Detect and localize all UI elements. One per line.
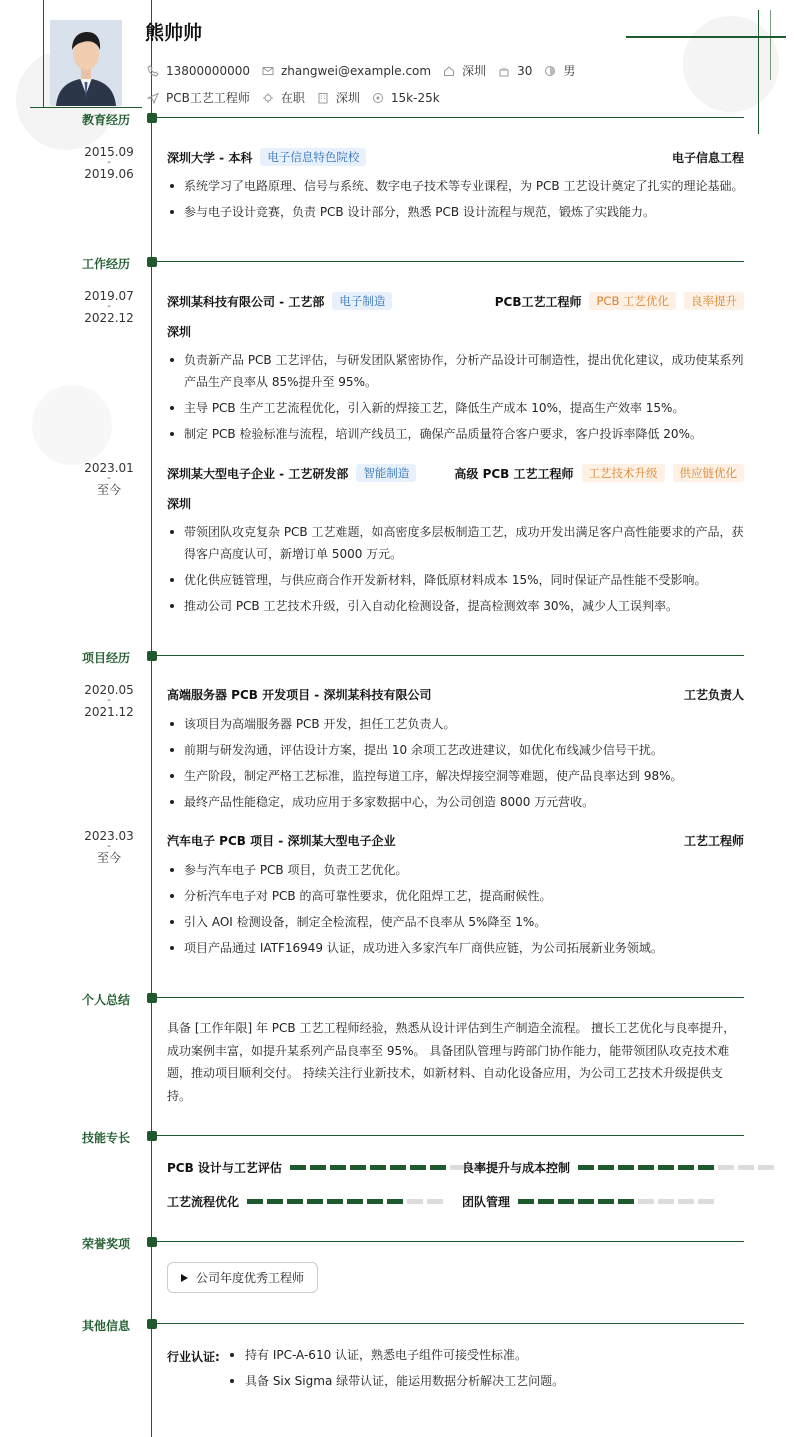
phone-icon: [147, 65, 159, 77]
skill-segment-filled: [390, 1165, 406, 1170]
skill-name: 团队管理: [462, 1195, 511, 1209]
work-1-dates: 2019.07 - 2022.12: [84, 289, 134, 325]
skill-segment-filled: [290, 1165, 306, 1170]
section-title-other: 其他信息: [82, 1319, 131, 1333]
job-row: [147, 89, 452, 106]
skill-name: PCB 设计与工艺评估: [167, 1161, 282, 1175]
skill-segment-filled: [410, 1165, 426, 1170]
skill-level-bar: [290, 1165, 490, 1170]
skill-segment-filled: [247, 1199, 263, 1204]
award-item: [167, 1262, 318, 1293]
salary-item: [372, 91, 440, 105]
project-1-header: [167, 686, 744, 703]
candidate-name: 熊帅帅: [145, 22, 203, 44]
age-text: 30: [517, 63, 533, 78]
skill-segment-empty: [407, 1199, 423, 1204]
section-rule: [157, 117, 744, 118]
list-item: 参与汽车电子 PCB 项目，负责工艺优化。: [167, 859, 744, 881]
list-item: 负责新产品 PCB 工艺评估，与研发团队紧密协作，分析产品设计可制造性，提出优化建议，成功使某系列产品生产良率从 85%提升至 95%。: [167, 349, 744, 393]
section-marker: [147, 1237, 157, 1247]
section-marker: [147, 651, 157, 661]
section-title-work: 工作经历: [82, 257, 131, 271]
list-item: 系统学习了电路原理、信号与系统、数字电子技术等专业课程，为 PCB 工艺设计奠定了扎实的理论基础。: [167, 175, 744, 197]
position-text: PCB工艺工程师: [166, 91, 250, 105]
work-city-text: 深圳: [335, 91, 360, 105]
salary-icon: [372, 92, 384, 104]
status-item: [262, 89, 305, 106]
major: 电子信息工程: [671, 150, 744, 165]
section-title-summary: 个人总结: [82, 993, 131, 1007]
award-name: 公司年度优秀工程师: [196, 1271, 305, 1285]
skill-segment-filled: [327, 1199, 343, 1204]
project-title: 高端服务器 PCB 开发项目 - 深圳某科技有限公司: [167, 688, 432, 702]
job-title: PCB工艺工程师: [494, 294, 582, 309]
skill-segment-filled: [310, 1165, 326, 1170]
section-rule: [157, 1323, 744, 1324]
skill-segment-empty: [427, 1199, 443, 1204]
section-rule: [157, 1135, 744, 1136]
section-rule: [157, 261, 744, 262]
skill-segment-empty: [738, 1165, 754, 1170]
skill-segment-empty: [658, 1199, 674, 1204]
project-role: 工艺工程师: [683, 834, 744, 848]
work-1-header: [167, 292, 744, 310]
skill-segment-filled: [658, 1165, 674, 1170]
work-1-bullets: [167, 349, 744, 449]
project-1-bullets: [167, 713, 744, 817]
industry-tag: 智能制造: [356, 464, 416, 482]
list-item: 分析汽车电子对 PCB 的高可靠性要求，优化阻焊工艺，提高耐候性。: [167, 885, 744, 907]
skill-item: [462, 1193, 718, 1210]
contact-row: [147, 62, 587, 79]
list-item: 持有 IPC-A-610 认证，熟悉电子组件可接受性标准。: [228, 1342, 564, 1368]
work-city: 深圳: [167, 325, 192, 339]
skill-segment-empty: [698, 1199, 714, 1204]
skill-segment-filled: [267, 1199, 283, 1204]
skill-segment-filled: [330, 1165, 346, 1170]
skill-segment-filled: [638, 1165, 654, 1170]
work-city-item: [317, 89, 360, 106]
list-item: 该项目为高端服务器 PCB 开发，担任工艺负责人。: [167, 713, 744, 735]
section-title-project: 项目经历: [82, 651, 131, 665]
summary-text: 具备 [工作年限] 年 PCB 工艺工程师经验，熟悉从设计评估到生产制造全流程。 擅长工艺优化与良率提升，成功案例丰富，如提升某系列产品良率至 95%。 具备团队管理与跨部门协作能力，能带领团队攻克技术难题，推动项目顺利交付。 持续关注行业新技术，如新材料、自动化设备应用，为公司工艺技术升级提供支持。: [167, 1021, 736, 1103]
skill-segment-filled: [598, 1199, 614, 1204]
decor-line: [626, 36, 786, 38]
salary-text: 15k-25k: [390, 90, 440, 105]
section-marker: [147, 113, 157, 123]
list-item: 引入 AOI 检测设备，制定全检流程，使产品不良率从 5%降至 1%。: [167, 911, 744, 933]
work-2-dates: 2023.01 - 至今: [84, 461, 134, 497]
skill-segment-empty: [678, 1199, 694, 1204]
section-rule: [157, 997, 744, 998]
building-icon: [317, 92, 329, 104]
certification-label: 行业认证:: [167, 1350, 220, 1364]
list-item: 生产阶段，制定严格工艺标准，监控每道工序，解决焊接空洞等难题，使产品良率达到 98%。: [167, 765, 744, 787]
skill-tag: PCB 工艺优化: [589, 292, 676, 310]
work-city: 深圳: [167, 497, 192, 511]
project-title: 汽车电子 PCB 项目 - 深圳某大型电子企业: [167, 834, 396, 848]
section-title-awards: 荣誉奖项: [82, 1237, 131, 1251]
email-item: [262, 64, 431, 78]
list-item: 制定 PCB 检验标准与流程，培训产线员工，确保产品质量符合客户要求，客户投诉率降低 20%。: [167, 423, 744, 445]
list-item: 项目产品通过 IATF16949 认证，成功进入多家汽车厂商供应链，为公司拓展新业务领域。: [167, 937, 744, 959]
skill-segment-filled: [578, 1199, 594, 1204]
skill-segment-filled: [430, 1165, 446, 1170]
skill-segment-empty: [758, 1165, 774, 1170]
project-2-header: [167, 832, 744, 849]
list-item: 最终产品性能稳定，成功应用于多家数据中心，为公司创造 8000 万元营收。: [167, 791, 744, 813]
skill-segment-filled: [518, 1199, 534, 1204]
skill-item: [167, 1193, 447, 1210]
phone-text: 13800000000: [166, 63, 250, 78]
section-title-education: 教育经历: [82, 113, 131, 127]
school-name: 深圳大学 - 本科: [167, 150, 253, 165]
section-rule: [157, 655, 744, 656]
skill-segment-filled: [698, 1165, 714, 1170]
company-name: 深圳某科技有限公司 - 工艺部: [167, 294, 325, 309]
age-item: [498, 64, 532, 78]
mail-icon: [262, 65, 274, 77]
education-dates: 2015.09 - 2019.06: [84, 145, 134, 181]
skill-segment-filled: [307, 1199, 323, 1204]
email-text: zhangwei@example.com: [280, 63, 432, 78]
list-item: 推动公司 PCB 工艺技术升级，引入自动化检测设备，提高检测效率 30%，减少人工误判率。: [167, 595, 744, 617]
education-header: [167, 148, 744, 166]
work-2-header: [167, 464, 744, 482]
phone-item: [147, 64, 250, 78]
decor-line: [758, 10, 759, 134]
school-tag: 电子信息特色院校: [260, 148, 366, 166]
company-name: 深圳某大型电子企业 - 工艺研发部: [167, 466, 349, 481]
avatar-photo: [50, 20, 122, 106]
skill-segment-filled: [598, 1165, 614, 1170]
skill-segment-filled: [287, 1199, 303, 1204]
age-icon: [498, 65, 510, 77]
play-triangle-icon: [181, 1274, 188, 1282]
list-item: 优化供应链管理，与供应商合作开发新材料，降低原材料成本 15%，同时保证产品性能不受影响。: [167, 569, 744, 591]
decor-circle-right: [683, 16, 779, 112]
skill-segment-filled: [618, 1165, 634, 1170]
list-item: 前期与研发沟通，评估设计方案，提出 10 余项工艺改进建议，如优化布线减少信号干扰。: [167, 739, 744, 761]
job-title: 高级 PCB 工艺工程师: [454, 466, 574, 481]
gender-icon: [544, 65, 556, 77]
skill-tag: 良率提升: [684, 292, 744, 310]
position-item: [147, 89, 250, 106]
project-1-dates: 2020.05 - 2021.12: [84, 683, 134, 719]
timeline-line: [151, 0, 152, 1437]
project-role: 工艺负责人: [683, 688, 744, 702]
location-text: 深圳: [462, 64, 487, 78]
skill-segment-filled: [618, 1199, 634, 1204]
skill-segment-empty: [638, 1199, 654, 1204]
skill-tag: 供应链优化: [673, 464, 745, 482]
skill-segment-filled: [370, 1165, 386, 1170]
skill-name: 良率提升与成本控制: [462, 1161, 571, 1175]
skill-level-bar: [578, 1165, 778, 1170]
project-2-dates: 2023.03 - 至今: [84, 829, 134, 865]
skill-item: [462, 1159, 778, 1176]
section-title-skills: 技能专长: [82, 1131, 131, 1145]
gender-text: 男: [563, 64, 576, 78]
skill-segment-filled: [387, 1199, 403, 1204]
industry-tag: 电子制造: [332, 292, 392, 310]
decor-circle-mid: [32, 385, 112, 465]
skill-name: 工艺流程优化: [167, 1195, 240, 1209]
section-marker: [147, 257, 157, 267]
education-bullets: [167, 175, 744, 227]
decor-line: [43, 0, 44, 108]
gender-item: [544, 62, 575, 79]
status-text: 在职: [280, 91, 305, 105]
list-item: 主导 PCB 生产工艺流程优化，引入新的焊接工艺，降低生产成本 10%，提高生产效率 15%。: [167, 397, 744, 419]
skill-segment-filled: [367, 1199, 383, 1204]
project-2-bullets: [167, 859, 744, 963]
skill-item: [167, 1159, 490, 1176]
list-item: 具备 Six Sigma 绿带认证，能运用数据分析解决工艺问题。: [228, 1368, 564, 1394]
decor-line: [770, 10, 771, 80]
home-icon: [443, 65, 455, 77]
section-marker: [147, 1131, 157, 1141]
location-item: [443, 62, 486, 79]
skill-segment-empty: [718, 1165, 734, 1170]
send-icon: [147, 92, 159, 104]
list-item: 带领团队攻克复杂 PCB 工艺难题，如高密度多层板制造工艺，成功开发出满足客户高性能要求的产品，获得客户高度认可，新增订单 5000 万元。: [167, 521, 744, 565]
skill-level-bar: [247, 1199, 447, 1204]
skill-level-bar: [518, 1199, 718, 1204]
list-item: 参与电子设计竞赛，负责 PCB 设计部分，熟悉 PCB 设计流程与规范，锻炼了实践能力。: [167, 201, 744, 223]
skill-segment-filled: [347, 1199, 363, 1204]
skill-segment-filled: [578, 1165, 594, 1170]
skill-segment-filled: [558, 1199, 574, 1204]
skill-segment-filled: [350, 1165, 366, 1170]
section-rule: [157, 1241, 744, 1242]
decor-line: [30, 107, 142, 108]
section-marker: [147, 993, 157, 1003]
status-icon: [262, 92, 274, 104]
skill-segment-filled: [678, 1165, 694, 1170]
certification-list: [228, 1342, 564, 1394]
section-marker: [147, 1319, 157, 1329]
work-2-bullets: [167, 521, 744, 621]
skill-tag: 工艺技术升级: [582, 464, 665, 482]
skill-segment-filled: [538, 1199, 554, 1204]
